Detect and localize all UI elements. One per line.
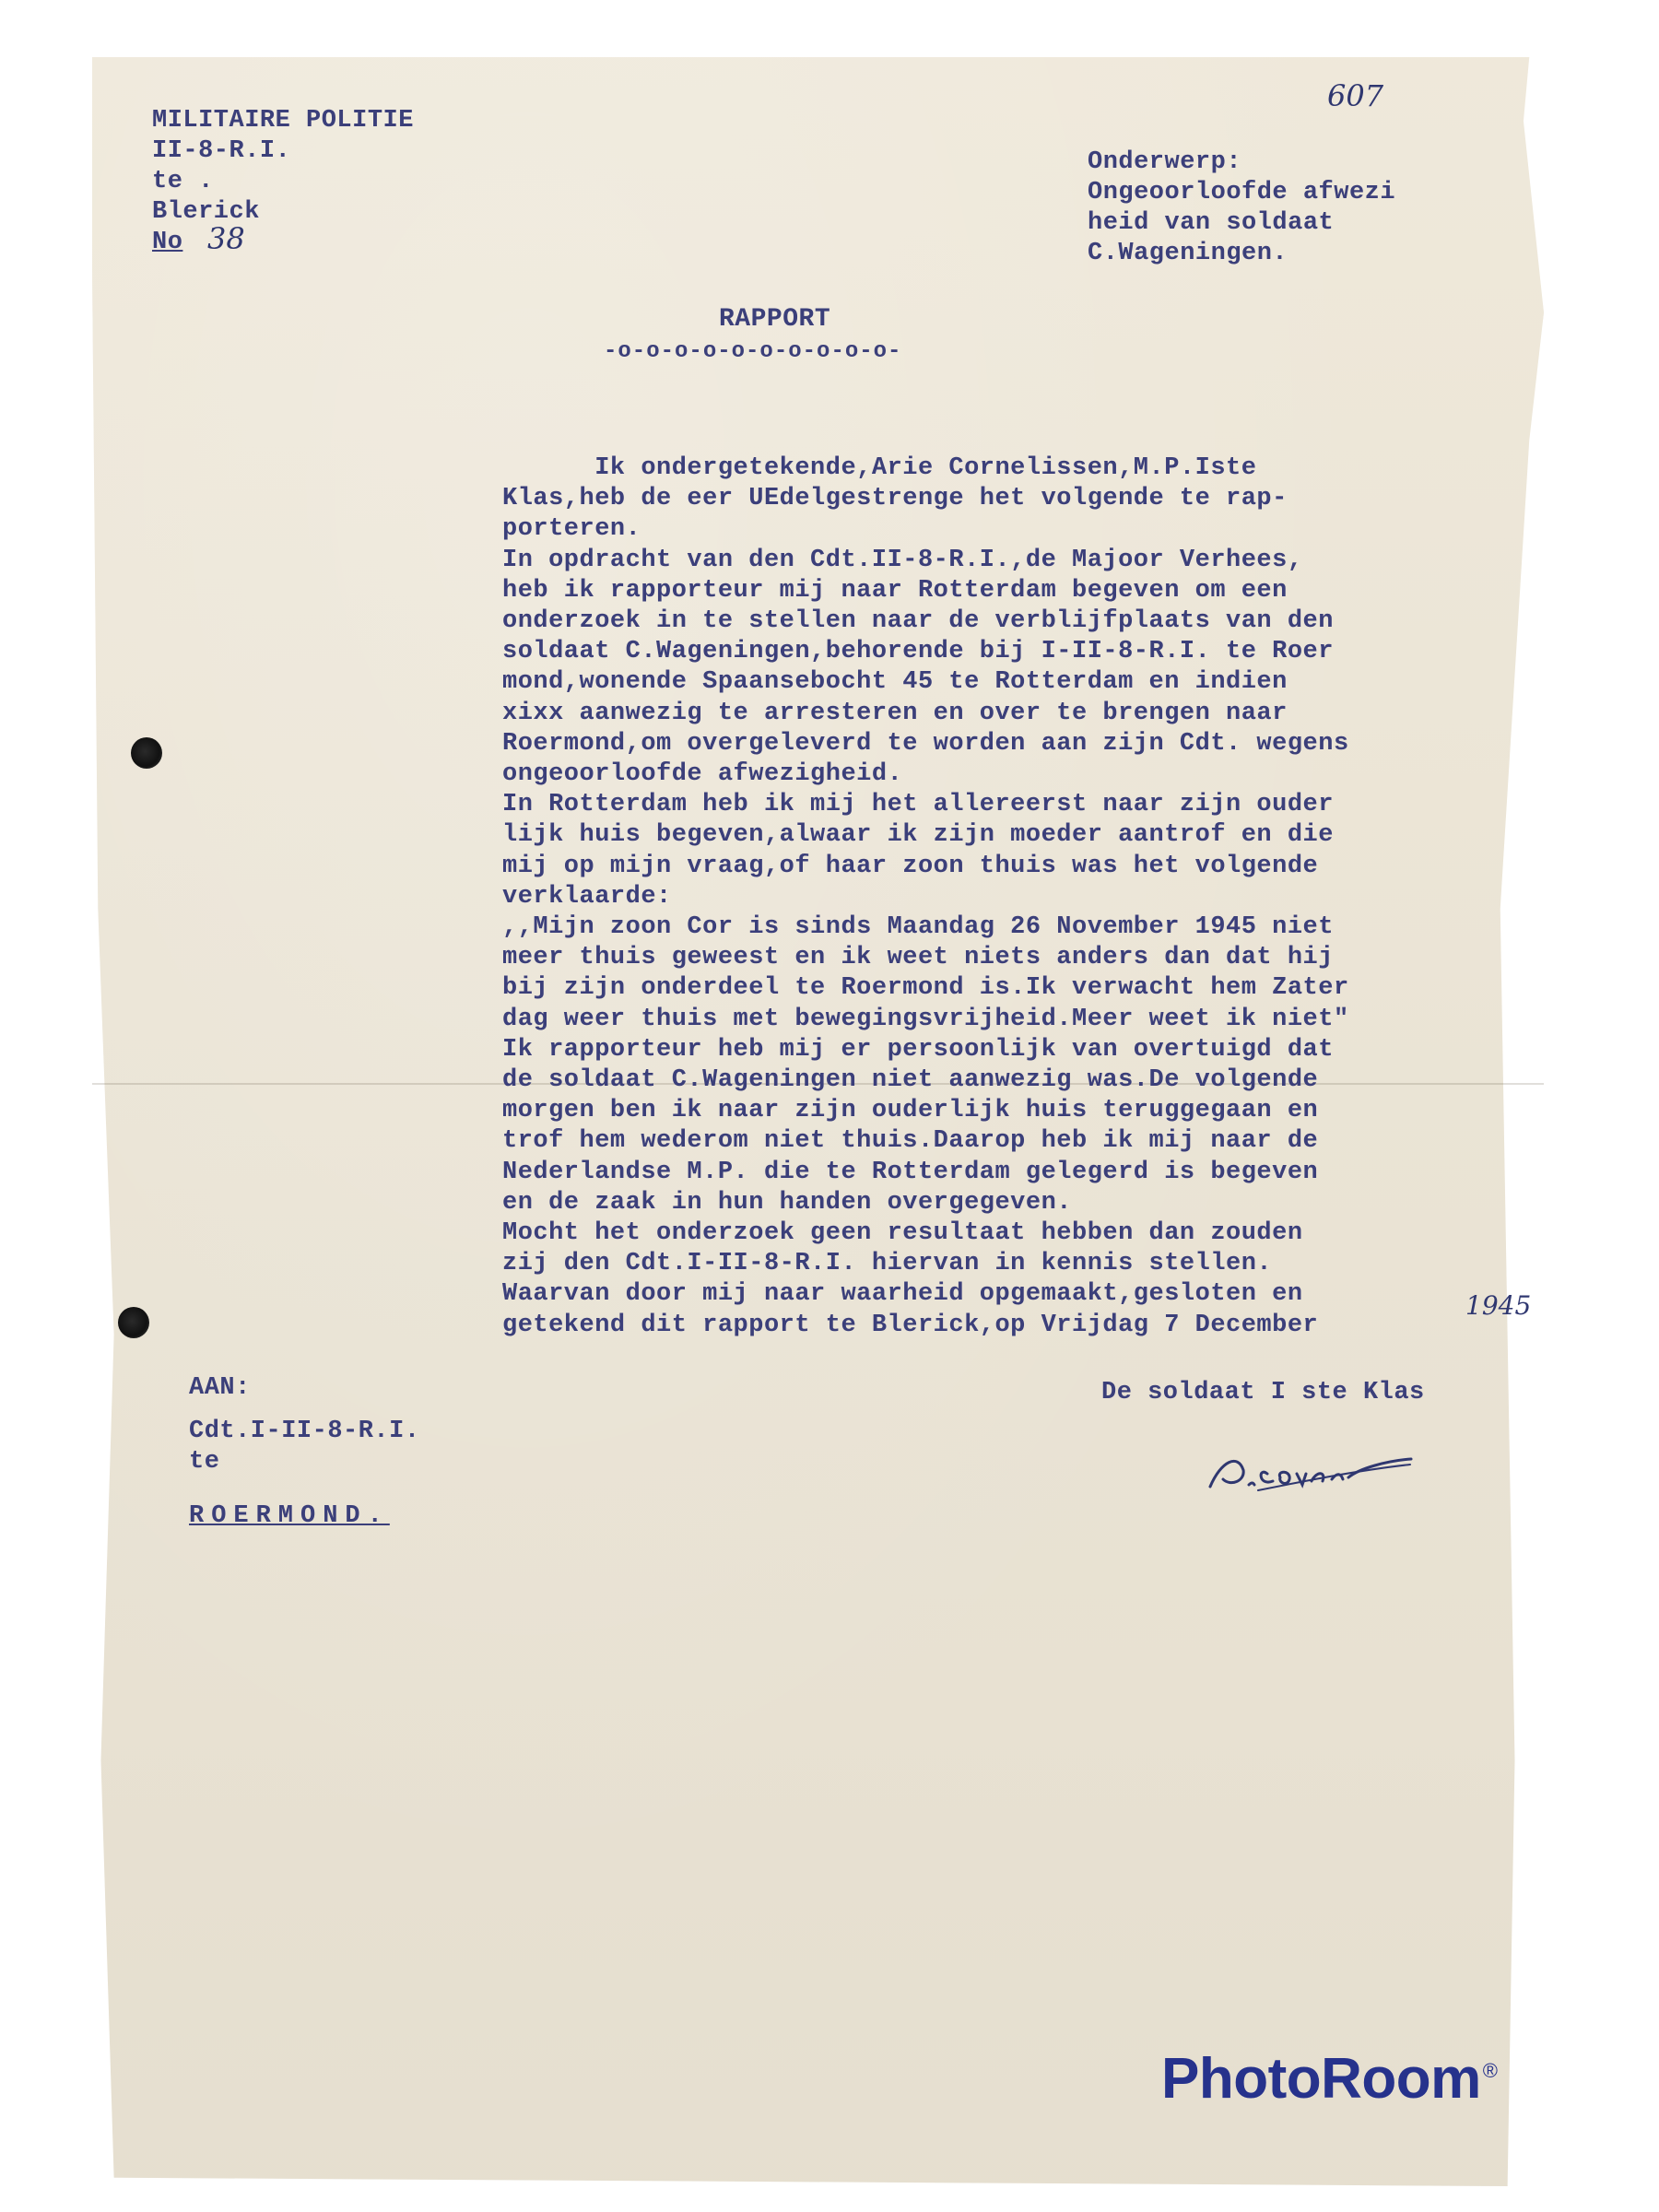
body-line: getekend dit rapport te Blerick,op Vrijdag 7 December (502, 1311, 1319, 1339)
body-line: Mocht het onderzoek geen resultaat hebben dan zouden (502, 1219, 1303, 1248)
header-number-handwritten: 38 (207, 221, 245, 256)
watermark-registered-mark: ® (1482, 2059, 1498, 2083)
subject-label: Onderwerp: (1088, 148, 1242, 176)
title-rule: -o-o-o-o-o-o-o-o-o-o- (604, 339, 902, 364)
year-handwritten: 1945 (1465, 1290, 1532, 1321)
header-place: Blerick (152, 198, 260, 226)
header-org: MILITAIRE POLITIE (152, 107, 414, 135)
body-line: Nederlandse M.P. die te Rotterdam gelegerd is begeven (502, 1158, 1319, 1186)
body-line: bij zijn onderdeel te Roermond is.Ik verwacht hem Zater (502, 974, 1349, 1003)
header-left-block (152, 106, 414, 258)
punch-hole-top (131, 737, 162, 769)
body-line: In opdracht van den Cdt.II-8-R.I.,de Majoor Verhees, (502, 546, 1303, 574)
body-line: Ik rapporteur heb mij er persoonlijk van overtuigd dat (502, 1035, 1334, 1064)
header-number-label: No (152, 229, 183, 256)
addressee-label: AAN: (189, 1374, 251, 1402)
body-line: onderzoek in te stellen naar de verblijfplaats van den (502, 607, 1334, 636)
body-line: porteren. (502, 515, 641, 544)
body-line: Roermond,om overgeleverd te worden aan zijn Cdt. wegens (502, 729, 1349, 758)
addressee-city: ROERMOND. (189, 1502, 390, 1530)
body-line: zij den Cdt.I-II-8-R.I. hiervan in kennis stellen. (502, 1250, 1273, 1278)
file-number-handwritten: 607 (1327, 78, 1384, 113)
punch-hole-bottom (118, 1307, 149, 1338)
addressee-line-1: Cdt.I-II-8-R.I. (189, 1418, 420, 1445)
body-line: dag weer thuis met bewegingsvrijheid.Meer weet ik niet" (502, 1005, 1349, 1033)
header-unit: II-8-R.I. (152, 137, 291, 165)
body-line: trof hem wederom niet thuis.Daarop heb ik mij naar de (502, 1127, 1319, 1156)
addressee-block (189, 1373, 420, 1532)
signature (1203, 1433, 1415, 1498)
subject-line-1: Ongeoorloofde afwezi (1088, 179, 1396, 206)
photoroom-watermark (1161, 2046, 1497, 2112)
document-title: RAPPORT (719, 305, 831, 334)
body-line: Ik ondergetekende,Arie Cornelissen,M.P.Iste (502, 454, 1257, 482)
report-body (502, 453, 1349, 1341)
subject-line-2: heid van soldaat (1088, 209, 1335, 237)
body-line: mij op mijn vraag,of haar zoon thuis was het volgende (502, 852, 1319, 880)
header-te: te . (152, 168, 214, 195)
body-line: mond,wonende Spaansebocht 45 te Rotterdam en indien (502, 668, 1288, 697)
subject-block (1088, 147, 1395, 269)
body-line: morgen ben ik naar zijn ouderlijk huis teruggegaan en (502, 1097, 1319, 1125)
body-line: meer thuis geweest en ik weet niets anders dan dat hij (502, 944, 1334, 972)
body-line: ongeoorloofde afwezigheid. (502, 760, 903, 789)
signoff-rank: De soldaat I ste Klas (1101, 1379, 1425, 1406)
watermark-text: PhotoRoom (1161, 2047, 1481, 2111)
body-line: verklaarde: (502, 882, 672, 911)
body-line: soldaat C.Wageningen,behorende bij I-II-8-R.I. te Roer (502, 638, 1334, 666)
body-line: en de zaak in hun handen overgegeven. (502, 1188, 1072, 1217)
body-line: heb ik rapporteur mij naar Rotterdam begeven om een (502, 576, 1288, 605)
body-line: In Rotterdam heb ik mij het allereerst naar zijn ouder (502, 791, 1334, 819)
body-line: Waarvan door mij naar waarheid opgemaakt,gesloten en (502, 1280, 1303, 1309)
body-line: ,,Mijn zoon Cor is sinds Maandag 26 November 1945 niet (502, 913, 1334, 942)
body-line: de soldaat C.Wageningen niet aanwezig was.De volgende (502, 1066, 1319, 1095)
body-line: xixx aanwezig te arresteren en over te brengen naar (502, 699, 1288, 727)
body-line: lijk huis begeven,alwaar ik zijn moeder aantrof en die (502, 821, 1334, 850)
addressee-line-2: te (189, 1448, 220, 1476)
body-line: Klas,heb de eer UEdelgestrenge het volgende te rap- (502, 485, 1288, 513)
subject-line-3: C.Wageningen. (1088, 240, 1288, 267)
